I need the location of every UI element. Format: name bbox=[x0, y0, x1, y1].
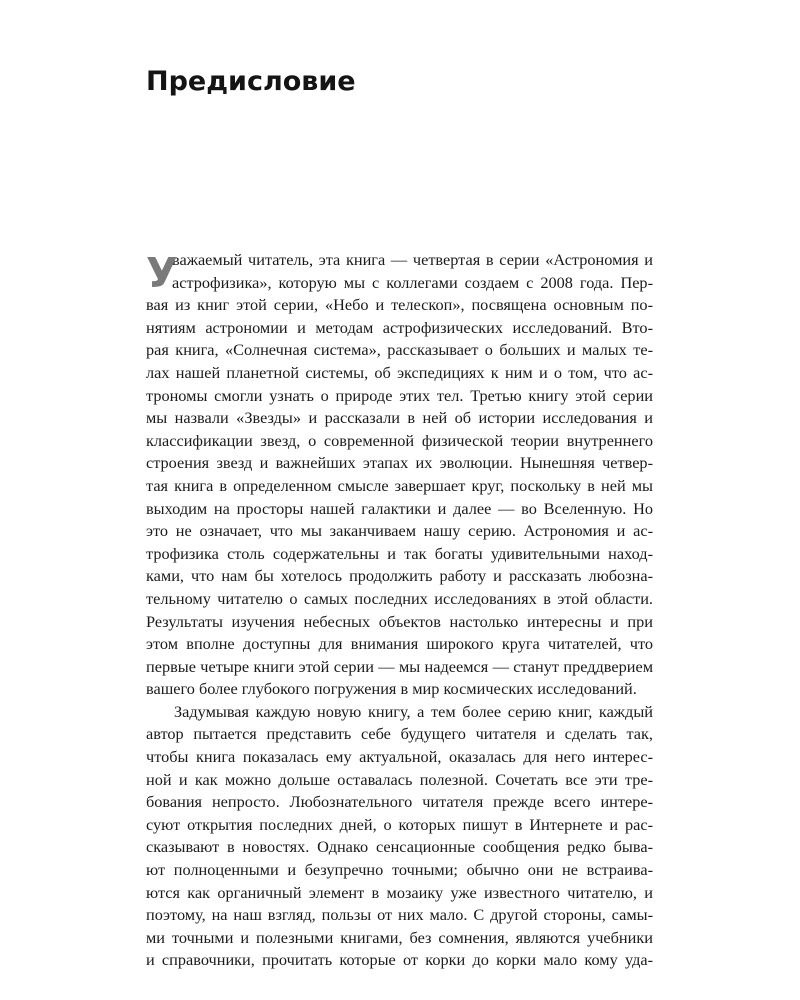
text-line: трофизика столь содержательны и так богаты удивительными наход- bbox=[146, 543, 653, 563]
text-line: чтобы книга показалась ему актуальной, оказалась для него интерес- bbox=[146, 747, 653, 767]
text-line: ной и как можно дольше оставалась полезной. Сочетать все эти тре- bbox=[146, 769, 653, 789]
text-line: ками, что нам бы хотелось продолжить работу и рассказать любозна- bbox=[146, 566, 653, 586]
text-line: Задумывая каждую новую книгу, а тем более серию книг, каждый bbox=[174, 701, 653, 721]
text-line: строения звезд и важнейших этапах их эволюции. Нынешняя четвер- bbox=[146, 453, 653, 473]
text-line: лах нашей планетной системы, об экспедициях к ним и о том, что ас- bbox=[146, 362, 653, 382]
text-line: вашего более глубокого погружения в мир космических исследований. bbox=[146, 679, 637, 699]
text-line: автор пытается представить себе будущего читателя и сделать так, bbox=[146, 724, 653, 744]
text-line: и справочники, прочитать которые от корки до корки мало кому уда- bbox=[146, 950, 653, 970]
text-line: это не означает, что мы заканчиваем нашу серию. Астрономия и ас- bbox=[146, 521, 653, 541]
text-line: поэтому, на наш взгляд, пользы от них мало. С другой стороны, самы- bbox=[146, 905, 653, 925]
text-line: тая книга в определенном смысле завершает круг, поскольку в ней мы bbox=[146, 475, 653, 495]
text-line: первые четыре книги этой серии — мы надеемся — станут преддверием bbox=[146, 656, 653, 676]
drop-cap: У bbox=[146, 249, 178, 297]
text-line: астрофизика», которую мы с коллегами создаем с 2008 года. Пер- bbox=[172, 272, 653, 292]
text-line: ми точными и полезными книгами, без сомнения, являются учебники bbox=[146, 927, 653, 947]
text-line: мы назвали «Звезды» и рассказали в ней об истории исследования и bbox=[146, 408, 653, 428]
text-line: выходим на просторы нашей галактики и далее — во Вселенную. Но bbox=[146, 498, 653, 518]
body-text bbox=[146, 249, 653, 972]
text-line: трономы смогли узнать о природе этих тел. Третью книгу этой серии bbox=[146, 385, 653, 405]
text-line: нятиям астрономии и методам астрофизических исследований. Вто- bbox=[146, 317, 653, 337]
text-line: сказывают в новостях. Однако сенсационные сообщения редко быва- bbox=[146, 837, 653, 857]
chapter-title: Предисловие bbox=[146, 66, 356, 97]
text-line: ются как органичный элемент в мозаику уже известного читателю, и bbox=[146, 882, 653, 902]
text-line: суют открытия последних дней, о которых пишут в Интернете и рас- bbox=[146, 814, 653, 834]
text-line: ют полноценными и безупречно точными; обычно они не встраива- bbox=[146, 860, 653, 880]
text-line: этом вполне доступны для внимания широкого круга читателей, что bbox=[146, 634, 653, 654]
text-line: вая из книг этой серии, «Небо и телескоп», посвящена основным по- bbox=[146, 295, 653, 315]
text-line: бования непросто. Любознательного читателя прежде всего интере- bbox=[146, 792, 653, 812]
text-line: тельному читателю о самых последних исследованиях в этой области. bbox=[146, 588, 653, 608]
text-line: классификации звезд, о современной физической теории внутреннего bbox=[146, 430, 653, 450]
text-line: важаемый читатель, эта книга — четвертая в серии «Астрономия и bbox=[172, 250, 653, 269]
text-line: рая книга, «Солнечная система», рассказывает о больших и малых те- bbox=[146, 340, 653, 360]
text-line: Результаты изучения небесных объектов настолько интересны и при bbox=[146, 611, 653, 631]
